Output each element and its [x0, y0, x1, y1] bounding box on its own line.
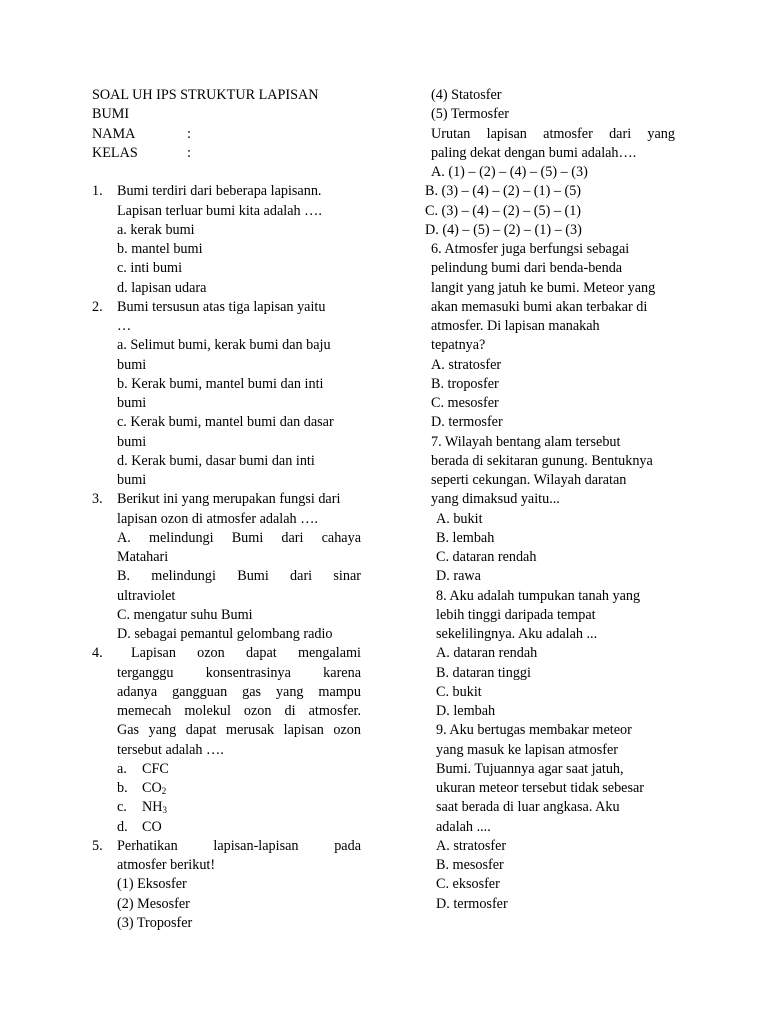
option-a: A. (1) – (2) – (4) – (5) – (3) [431, 164, 588, 180]
option-c: c. inti bumi [117, 260, 183, 277]
option-b: b. mantel bumi [117, 241, 203, 257]
option-b [92, 779, 361, 798]
question-text: adalah .... [436, 818, 491, 835]
option-c: c. Kerak bumi, mantel bumi dan dasar [117, 414, 334, 431]
question-1 [92, 182, 361, 201]
question-text: Lapisan terluar bumi kita adalah …. [117, 202, 322, 219]
question-text: Berikut ini yang merupakan fungsi dari [117, 491, 341, 508]
option-c-continued: bumi [117, 433, 147, 450]
option-a-continued: Matahari [117, 549, 169, 565]
question-number: 1. [92, 183, 103, 200]
question-text: memecah molekul ozon di atmosfer. [117, 703, 361, 719]
question-text: lapisan ozon di atmosfer adalah …. [117, 510, 318, 527]
option-c: C. eksosfer [436, 876, 500, 893]
question-5 [92, 837, 361, 856]
layer-1: (1) Eksosfer [117, 876, 187, 893]
option-b: B. dataran tinggi [436, 664, 531, 681]
option-c: C. mengatur suhu Bumi [117, 606, 253, 623]
question-text: Bumi tersusun atas tiga lapisan yaitu [117, 298, 326, 315]
option-d: D. termosfer [436, 895, 508, 912]
layer-3: (3) Troposfer [117, 914, 193, 931]
option-b-continued: bumi [117, 395, 147, 411]
question-text: saat berada di luar angkasa. Aku [436, 799, 620, 816]
question-text: yang dimaksud yaitu... [431, 491, 560, 508]
option-b: b. Kerak bumi, mantel bumi dan inti [117, 375, 324, 392]
question-text: paling dekat dengan bumi adalah…. [431, 144, 637, 161]
question-2 [92, 298, 361, 317]
question-number: 2. [92, 298, 103, 315]
class-row [92, 144, 361, 163]
option-b: B. troposfer [431, 375, 499, 392]
option-d: D. lembah [436, 703, 496, 719]
subscript: 2 [161, 786, 167, 796]
option-a: A. bukit [436, 510, 483, 527]
option-c: C. mesosfer [431, 395, 499, 411]
question-text: atmosfer. Di lapisan manakah [431, 318, 600, 334]
option-c: C. dataran rendah [436, 549, 537, 565]
option-c: C. (3) – (4) – (2) – (5) – (1) [425, 202, 582, 219]
right-column [425, 86, 675, 914]
question-text: Urutan lapisan atmosfer dari yang [431, 125, 675, 142]
option-a: A. stratosfer [436, 837, 507, 854]
question-number: 4. [92, 645, 103, 662]
option-text: CO [142, 818, 162, 835]
option-d: D. rawa [436, 568, 481, 585]
question-7: 7. Wilayah bentang alam tersebut [431, 433, 621, 450]
subscript: 3 [162, 805, 167, 816]
option-a: A. stratosfer [431, 356, 502, 373]
question-text: akan memasuki bumi akan terbakar di [431, 298, 648, 315]
option-text: NH [142, 799, 163, 816]
question-9: 9. Aku bertugas membakar meteor [436, 722, 632, 739]
option-a-continued: bumi [117, 356, 147, 373]
class-colon: : [187, 144, 191, 161]
option-a: A. melindungi Bumi dari cahaya [117, 529, 361, 546]
question-4 [92, 644, 361, 663]
question-text: yang masuk ke lapisan atmosfer [436, 741, 619, 758]
option-letter: b. [117, 780, 128, 796]
option-b: B. (3) – (4) – (2) – (1) – (5) [425, 183, 582, 200]
option-b: B. mesosfer [436, 857, 504, 873]
option-d: D. (4) – (5) – (2) – (1) – (3) [425, 221, 582, 238]
option-b: B. melindungi Bumi dari sinar [117, 568, 361, 585]
page-title-continued: BUMI [92, 106, 130, 123]
name-label: NAMA [92, 125, 136, 142]
question-text: lebih tinggi daripada tempat [436, 606, 596, 623]
option-d-continued: bumi [117, 472, 147, 488]
option-text: CFC [142, 760, 169, 777]
option-letter: c. [117, 799, 127, 816]
option-d: D. sebagai pemantul gelombang radio [117, 626, 333, 642]
question-text: langit yang jatuh ke bumi. Meteor yang [431, 279, 656, 296]
page-title: SOAL UH IPS STRUKTUR LAPISAN [92, 87, 319, 103]
layer-5: (5) Termosfer [431, 106, 509, 123]
question-text: atmosfer berikut! [117, 857, 216, 873]
option-a: a. Selimut bumi, kerak bumi dan baju [117, 337, 331, 354]
layer-4: (4) Statosfer [431, 87, 502, 103]
question-8: 8. Aku adalah tumpukan tanah yang [436, 587, 641, 604]
name-row [92, 125, 361, 144]
question-text: sekelilingnya. Aku adalah ... [436, 626, 598, 642]
question-number: 3. [92, 491, 103, 508]
question-text: Gas yang dapat merusak lapisan ozon [117, 722, 361, 739]
option-a [92, 760, 361, 779]
option-c: C. bukit [436, 683, 482, 700]
question-3 [92, 490, 361, 509]
question-text: ukuran meteor tersebut tidak sebesar [436, 780, 645, 796]
question-text: seperti cekungan. Wilayah daratan [431, 472, 627, 488]
question-6: 6. Atmosfer juga berfungsi sebagai [431, 241, 630, 257]
option-d: D. termosfer [431, 414, 503, 431]
question-text: Bumi. Tujuannya agar saat jatuh, [436, 760, 624, 777]
option-a: A. dataran rendah [436, 645, 538, 662]
name-colon: : [187, 125, 191, 142]
question-text: tersebut adalah …. [117, 741, 224, 758]
question-text: Bumi terdiri dari beberapa lapisann. [117, 183, 322, 200]
option-b-continued: ultraviolet [117, 587, 176, 604]
class-label: KELAS [92, 144, 138, 161]
question-text: berada di sekitaran gunung. Bentuknya [431, 452, 653, 469]
question-text: pelindung bumi dari benda-benda [431, 260, 623, 277]
question-text: terganggu konsentrasinya karena [117, 664, 361, 681]
option-text: CO [142, 780, 162, 796]
option-d [92, 818, 361, 837]
question-text: Lapisan ozon dapat mengalami [131, 645, 361, 662]
left-column [92, 86, 361, 933]
option-b: B. lembah [436, 529, 495, 546]
option-letter: d. [117, 818, 128, 835]
layer-2: (2) Mesosfer [117, 895, 190, 912]
option-c [92, 798, 361, 817]
question-text: tepatnya? [431, 337, 486, 354]
question-text: … [117, 318, 132, 334]
option-d: d. lapisan udara [117, 279, 207, 296]
question-text: adanya gangguan gas yang mampu [117, 683, 361, 700]
question-number: 5. [92, 837, 103, 854]
option-d: d. Kerak bumi, dasar bumi dan inti [117, 452, 315, 469]
option-letter: a. [117, 760, 127, 777]
option-a: a. kerak bumi [117, 221, 195, 238]
question-text: Perhatikan lapisan-lapisan pada [117, 837, 361, 854]
